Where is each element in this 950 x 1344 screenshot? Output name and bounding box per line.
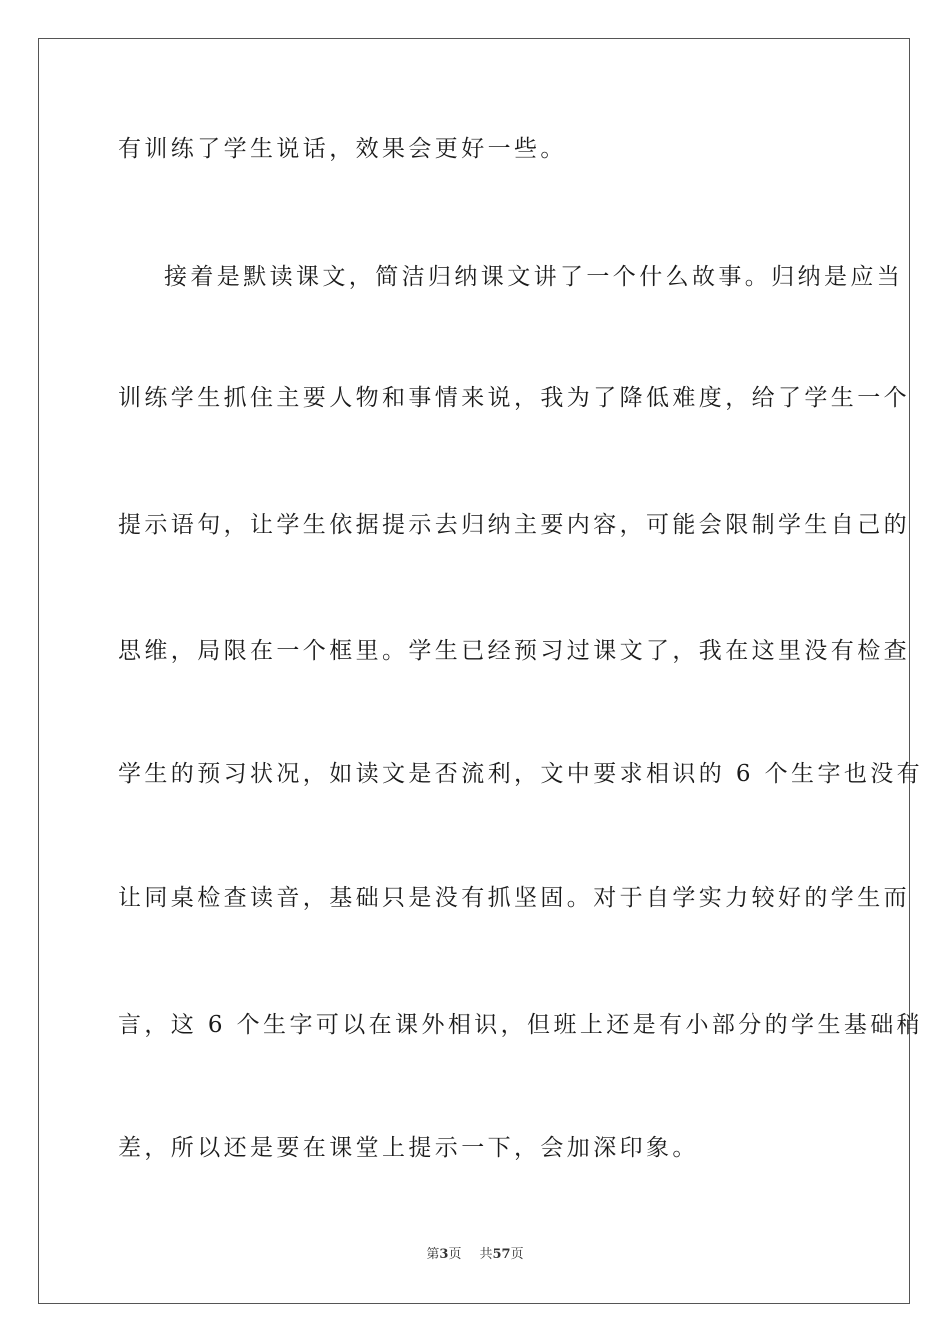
paragraph-line: 让同桌检查读音，基础只是没有抓坚固。对于自学实力较好的学生而 xyxy=(118,885,910,911)
total-prefix: 共 xyxy=(479,1247,493,1262)
total-pages: 57 xyxy=(492,1247,511,1262)
paragraph-line: 差，所以还是要在课堂上提示一下，会加深印象。 xyxy=(118,1135,699,1161)
paragraph-line: 学生的预习状况，如读文是否流利，文中要求相识的 6 个生字也没有 xyxy=(118,761,924,787)
paragraph-line: 接着是默读课文，简洁归纳课文讲了一个什么故事。归纳是应当 xyxy=(164,264,904,290)
paragraph-line: 训练学生抓住主要人物和事情来说，我为了降低难度，给了学生一个 xyxy=(118,385,910,411)
paragraph-line: 提示语句，让学生依据提示去归纳主要内容，可能会限制学生自己的 xyxy=(118,512,910,538)
paragraph-line: 思维，局限在一个框里。学生已经预习过课文了，我在这里没有检查 xyxy=(118,638,910,664)
page-border xyxy=(38,38,910,1304)
page-number: 3 xyxy=(439,1247,449,1262)
page-footer xyxy=(0,1246,950,1264)
page-prefix: 第 xyxy=(426,1247,440,1262)
paragraph-line: 言，这 6 个生字可以在课外相识，但班上还是有小部分的学生基础稍 xyxy=(118,1012,924,1038)
page-suffix: 页 xyxy=(448,1247,462,1262)
paragraph-line: 有训练了学生说话，效果会更好一些。 xyxy=(118,136,567,162)
total-suffix: 页 xyxy=(510,1247,524,1262)
